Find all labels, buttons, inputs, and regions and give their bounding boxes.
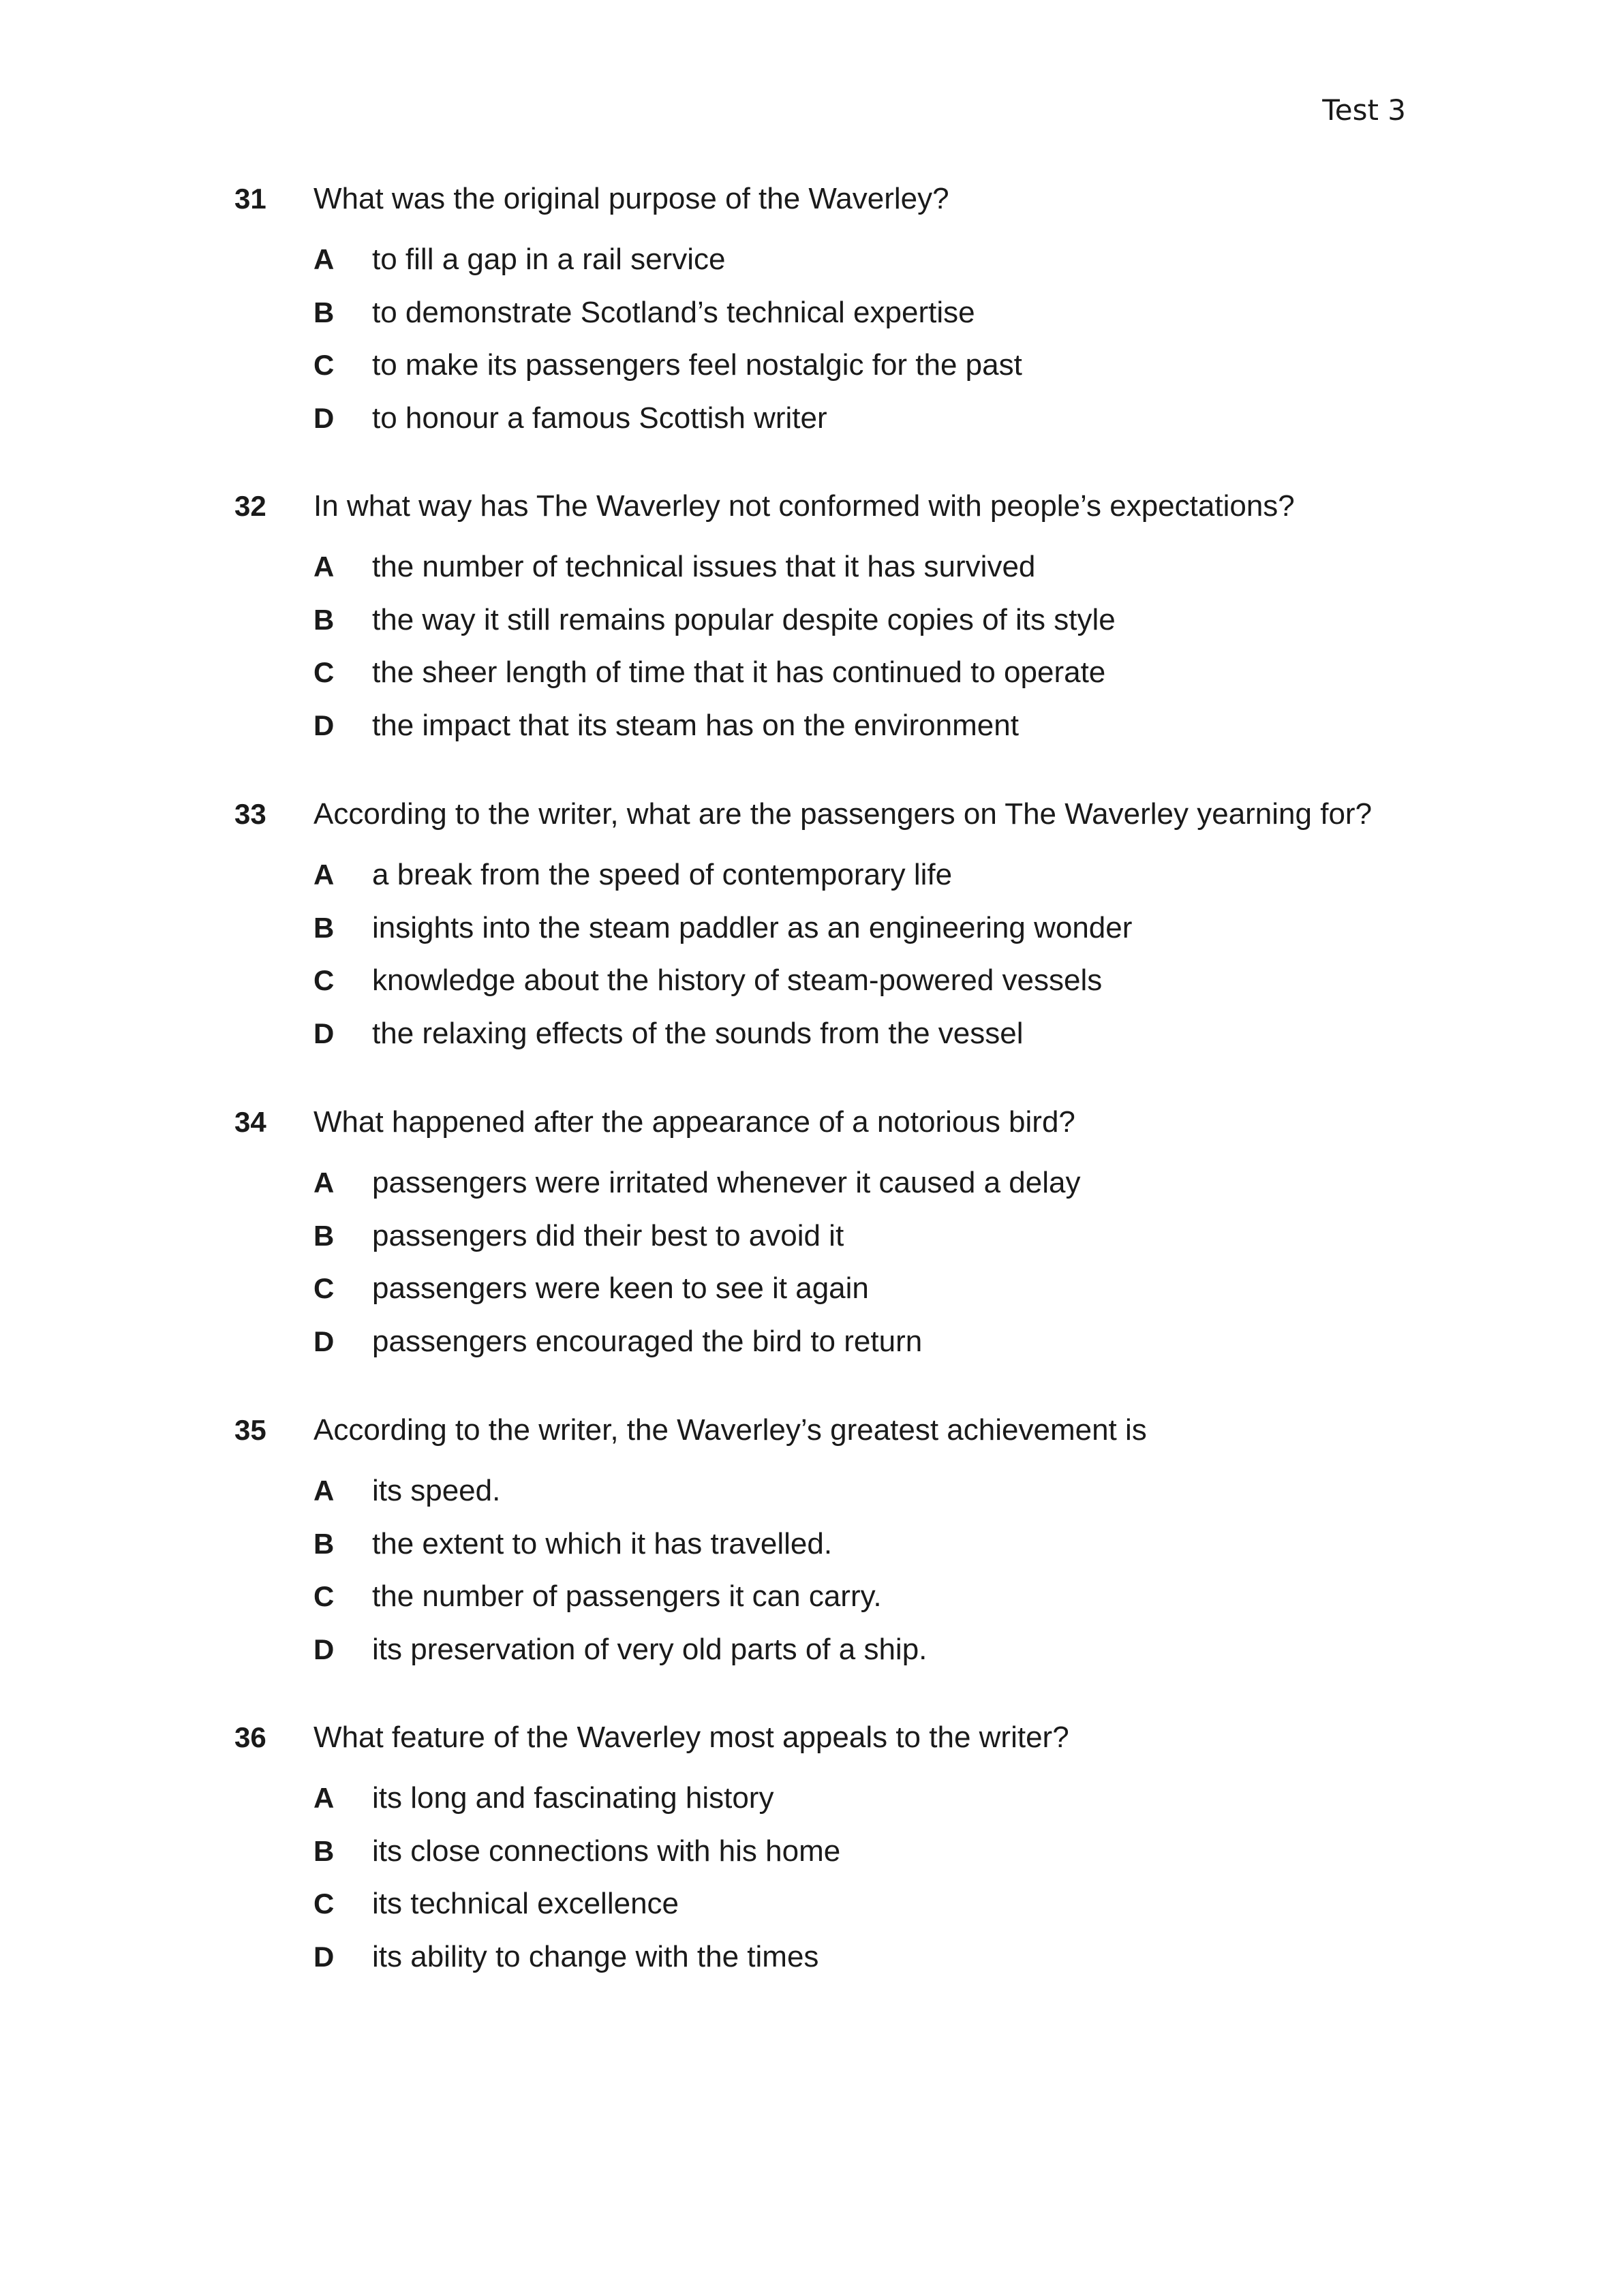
question-text: What feature of the Waverley most appeals to the writer? [313,1721,1069,1754]
question-number: 33 [234,798,266,830]
option-letter: C [313,1888,335,1920]
option-letter: D [313,1633,335,1665]
question-heading [234,1717,1407,1758]
question-31 [234,179,1407,435]
question-35 [234,1410,1407,1666]
option-letter: A [313,243,335,275]
option-letter: B [313,911,335,944]
option-letter: B [313,603,335,636]
option-letter: D [313,1940,335,1973]
option-letter: D [313,1017,335,1049]
option-text: to fill a gap in a rail service [372,243,726,276]
option-letter: B [313,296,335,328]
option-letter: B [313,1219,335,1252]
question-text: What was the original purpose of the Waverley? [313,182,949,215]
option-text: passengers were irritated whenever it caused a delay [372,1166,1081,1199]
option-text: the relaxing effects of the sounds from the vessel [372,1016,1024,1050]
option-letter: D [313,1325,335,1357]
question-34 [234,1102,1407,1358]
question-33 [234,794,1407,1050]
option-letter: C [313,964,335,996]
option-letter: C [313,1272,335,1304]
option-text: its ability to change with the times [372,1939,819,1973]
question-text: In what way has The Waverley not conformed with people’s expectations? [313,489,1295,523]
question-heading [234,794,1407,835]
option-letter: C [313,656,335,688]
option-text: its speed. [372,1474,501,1507]
option-letter: A [313,859,335,891]
option-text: to honour a famous Scottish writer [372,401,827,435]
option-letter: A [313,551,335,583]
option-letter: D [313,709,335,741]
question-text: What happened after the appearance of a notorious bird? [313,1105,1075,1139]
question-heading [234,1410,1407,1451]
option-text: its technical excellence [372,1887,679,1920]
option-letter: C [313,349,335,381]
option-text: passengers did their best to avoid it [372,1218,844,1252]
option-text: passengers were keen to see it again [372,1272,869,1305]
option-text: insights into the steam paddler as an engineering wonder [372,910,1133,944]
question-number: 34 [234,1106,266,1138]
option-text: to demonstrate Scotland’s technical expertise [372,295,975,329]
question-heading [234,179,1407,219]
question-heading [234,486,1407,527]
option-letter: A [313,1782,335,1814]
option-text: to make its passengers feel nostalgic for the past [372,348,1022,382]
option-letter: A [313,1167,335,1199]
option-letter: A [313,1475,335,1507]
option-text: the impact that its steam has on the environment [372,708,1019,742]
option-letter: C [313,1580,335,1612]
option-text: the extent to which it has travelled. [372,1526,833,1560]
option-text: knowledge about the history of steam-powered vessels [372,964,1103,997]
option-text: its preservation of very old parts of a ship. [372,1632,928,1666]
page-header-label: Test 3 [1322,93,1406,127]
option-letter: B [313,1527,335,1560]
option-text: the number of technical issues that it has survived [372,550,1036,583]
question-number: 32 [234,490,266,522]
question-heading [234,1102,1407,1143]
option-text: its close connections with his home [372,1834,841,1868]
option-text: the sheer length of time that it has continued to operate [372,656,1106,689]
option-text: the number of passengers it can carry. [372,1580,882,1613]
question-number: 36 [234,1721,266,1753]
question-36 [234,1717,1407,1973]
question-text: According to the writer, the Waverley’s greatest achievement is [313,1413,1147,1447]
question-text: According to the writer, what are the passengers on The Waverley yearning for? [313,797,1373,831]
question-number: 31 [234,183,266,215]
option-text: passengers encouraged the bird to return [372,1324,923,1358]
option-letter: D [313,401,335,434]
question-number: 35 [234,1414,266,1446]
option-letter: B [313,1834,335,1867]
option-text: the way it still remains popular despite copies of its style [372,602,1116,636]
option-text: its long and fascinating history [372,1781,774,1815]
question-32 [234,486,1407,742]
option-text: a break from the speed of contemporary life [372,858,953,891]
